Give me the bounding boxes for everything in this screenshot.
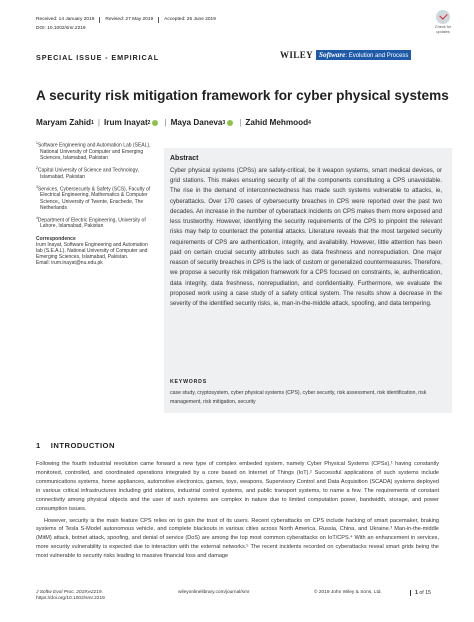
check-for-updates-badge[interactable] <box>428 10 458 44</box>
affil-sup: 2 <box>36 165 38 170</box>
check-updates-icon <box>436 10 450 24</box>
author-affil-sup: 3 <box>222 119 226 126</box>
affiliation <box>36 165 154 180</box>
journal-rest: : Evolution and Process <box>345 53 409 59</box>
affil-text: Capital University of Science and Technology, Islamabad, Pakistan <box>37 167 139 180</box>
author-affil-sup: 4 <box>308 119 311 126</box>
publisher-logo: WILEY <box>280 50 314 60</box>
article-history <box>36 17 221 23</box>
badge-label: Check for updates <box>434 25 452 34</box>
affil-sup: 3 <box>36 184 38 189</box>
section-heading <box>36 441 115 450</box>
affil-sup: 4 <box>36 215 38 220</box>
affiliations <box>36 140 154 267</box>
author-affil-sup: 1 <box>91 119 94 126</box>
author-name: Maryam Zahid <box>36 118 92 127</box>
affil-text: Software Engineering and Automation Lab (SEAL), National University of Computer and Emerging Sciences, Islamabad, Pakistan <box>37 142 151 162</box>
author-separator: | <box>239 118 242 127</box>
abstract-text: Cyber physical systems (CPSs) are safety-critical, be it weapon systems, smart medical devices, or grid stations. This makes ensuring security of all the components constituting a CPS unavoidable. The rise in the demand of interconnectedness has made such systems vulnerable to attacks, ie, cyberattacks. Over 170 cases of cybersecurity breaches in CPS were reported over the past two decades. An increase in the number of cyberattack incidents on CPS makes them more exposed and less trustworthy. However, identifying the security requirements of the CPS to pinpoint the relevant risks may help to counteract the potential attacks. Literature reveals that the most targeted security requirements of CPS are authentication, integrity, and availability. However, little attention has been paid on certain crucial security attributes such as data freshness and nonrepudiation. One major reason of security breaches in CPS is the lack of custom or generalized countermeasures. Therefore, we propose a security risk mitigation framework for a CPS focused on constraints, ie, authentication, data integrity, data freshness, nonrepudiation, and confidentiality. Furthermore, we evaluate the proposed work using a case study of a safety critical system. The results show a decrease in the severity of the identified security risks, ie, man-in-the-middle attack, spoofing, and data tempering. <box>170 168 442 308</box>
author-name: Irum Inayat <box>103 118 148 127</box>
footer-journal: J Softw Evol Proc. 2019;e2219. <box>36 590 103 595</box>
journal-logo <box>280 50 411 60</box>
keywords-heading: KEYWORDS <box>170 379 207 385</box>
journal-word: Software <box>319 51 346 59</box>
paragraph: However, security is the main feature CPS relies on to gain the trust of its users. Recent cyberattacks on CPS include hacking of smart pacemaker, braking systems of Tesla S-Model autonomous vehicle, and complete blackouts in various cities across North America, Russia, China, and Ukraine.³ Man-in-the-middle (MitM) attack, botnet attack, spoofing, and denial of service (DoS) are among the top most common cyberattacks on IoT/CPS.⁴ With an enhancement in services, more security vulnerability is expected due to interaction with the external networks.⁵ The recent incidents recorded on cyberattacks reveal smart grids being the most vulnerable to security risks leading to massive financial loss and damage <box>36 517 439 560</box>
author-separator: | <box>97 118 100 127</box>
issue-label: SPECIAL ISSUE - EMPIRICAL <box>36 53 160 62</box>
journal-name <box>316 50 411 60</box>
paragraph: Following the fourth industrial revolution came forward a new type of complex embeded system, namely Cyber Physical Systems (CPSs),¹ having constantly monitored, controlled, and coordinated operations integrated by a core based on Internet of Things (IoT).² Successful applications of such systems include communications systems, home appliances, automotive electronics, games, toys, weapons, Supervisory Control and Data Acquisition (SCADA) systems deployed in various critical infrastructures including grid stations, industrial control systems, and public transport systems, to name a few. The requirements of constant connectivity among physical objects and the user of such systems are complex in nature due to limited computation power, bandwidth, storage, and power consumption issues. <box>36 461 439 512</box>
orcid-icon[interactable] <box>227 120 233 126</box>
author-affil-sup: 2 <box>147 119 151 126</box>
section-number: 1 <box>36 441 41 450</box>
correspondence-email[interactable]: Email: irum.inayat@nu.edu.pk <box>36 260 103 267</box>
affil-text: Department of Electric Engineering, University of Lahore, Islamabad, Pakistan <box>37 217 146 230</box>
author-list <box>36 118 311 127</box>
page-total: of 15 <box>419 590 431 596</box>
keywords-list: case study, cryptosystem, cyber physical systems (CPS), cyber security, risk assessment, risk identification, risk management, risk mitigation, security <box>170 390 427 406</box>
section-title: INTRODUCTION <box>50 441 115 450</box>
footer-citation <box>36 590 105 603</box>
footer-site-link[interactable]: wileyonlinelibrary.com/journal/smr <box>178 590 250 595</box>
article-title: A security risk mitigation framework for cyber physical systems <box>36 88 449 103</box>
doi: DOI: 10.1002/smr.2219 <box>36 26 86 31</box>
revised-date: Revised: 27 May 2019 <box>99 17 158 23</box>
accepted-date: Accepted: 25 June 2019 <box>158 17 221 23</box>
affiliation <box>36 215 154 230</box>
orcid-icon[interactable] <box>152 120 158 126</box>
footer-copyright: © 2019 John Wiley & Sons, Ltd. <box>314 590 382 595</box>
affil-text: Services, Cybersecurity & Safety (SCS), Faculty of Electrical Engineering, Mathematics & Computer Science,, University of Twente, Enschede, The Netherlands <box>37 186 151 211</box>
affil-sup: 1 <box>36 141 38 145</box>
correspondence-heading: Correspondence <box>36 235 76 242</box>
author-name: Zahid Mehmood <box>245 118 309 127</box>
correspondence-text: Irum Inayat, Software Engineering and Automation lab (S.E.A.L), National University of Computer and Emerging Sciences, Islamabad, Pakistan. <box>36 241 148 261</box>
page-number <box>410 590 431 596</box>
intro-body <box>36 460 439 564</box>
author-separator: | <box>164 118 167 127</box>
affiliation <box>36 184 154 211</box>
footer-doi-link[interactable]: https://doi.org/10.1002/smr.2219 <box>36 596 105 602</box>
page-current: 1 <box>415 590 418 596</box>
abstract-heading: Abstract <box>170 155 199 162</box>
author-name: Maya Daneva <box>170 118 223 127</box>
received-date: Received: 14 January 2019 <box>36 17 95 22</box>
affiliation <box>36 140 154 161</box>
